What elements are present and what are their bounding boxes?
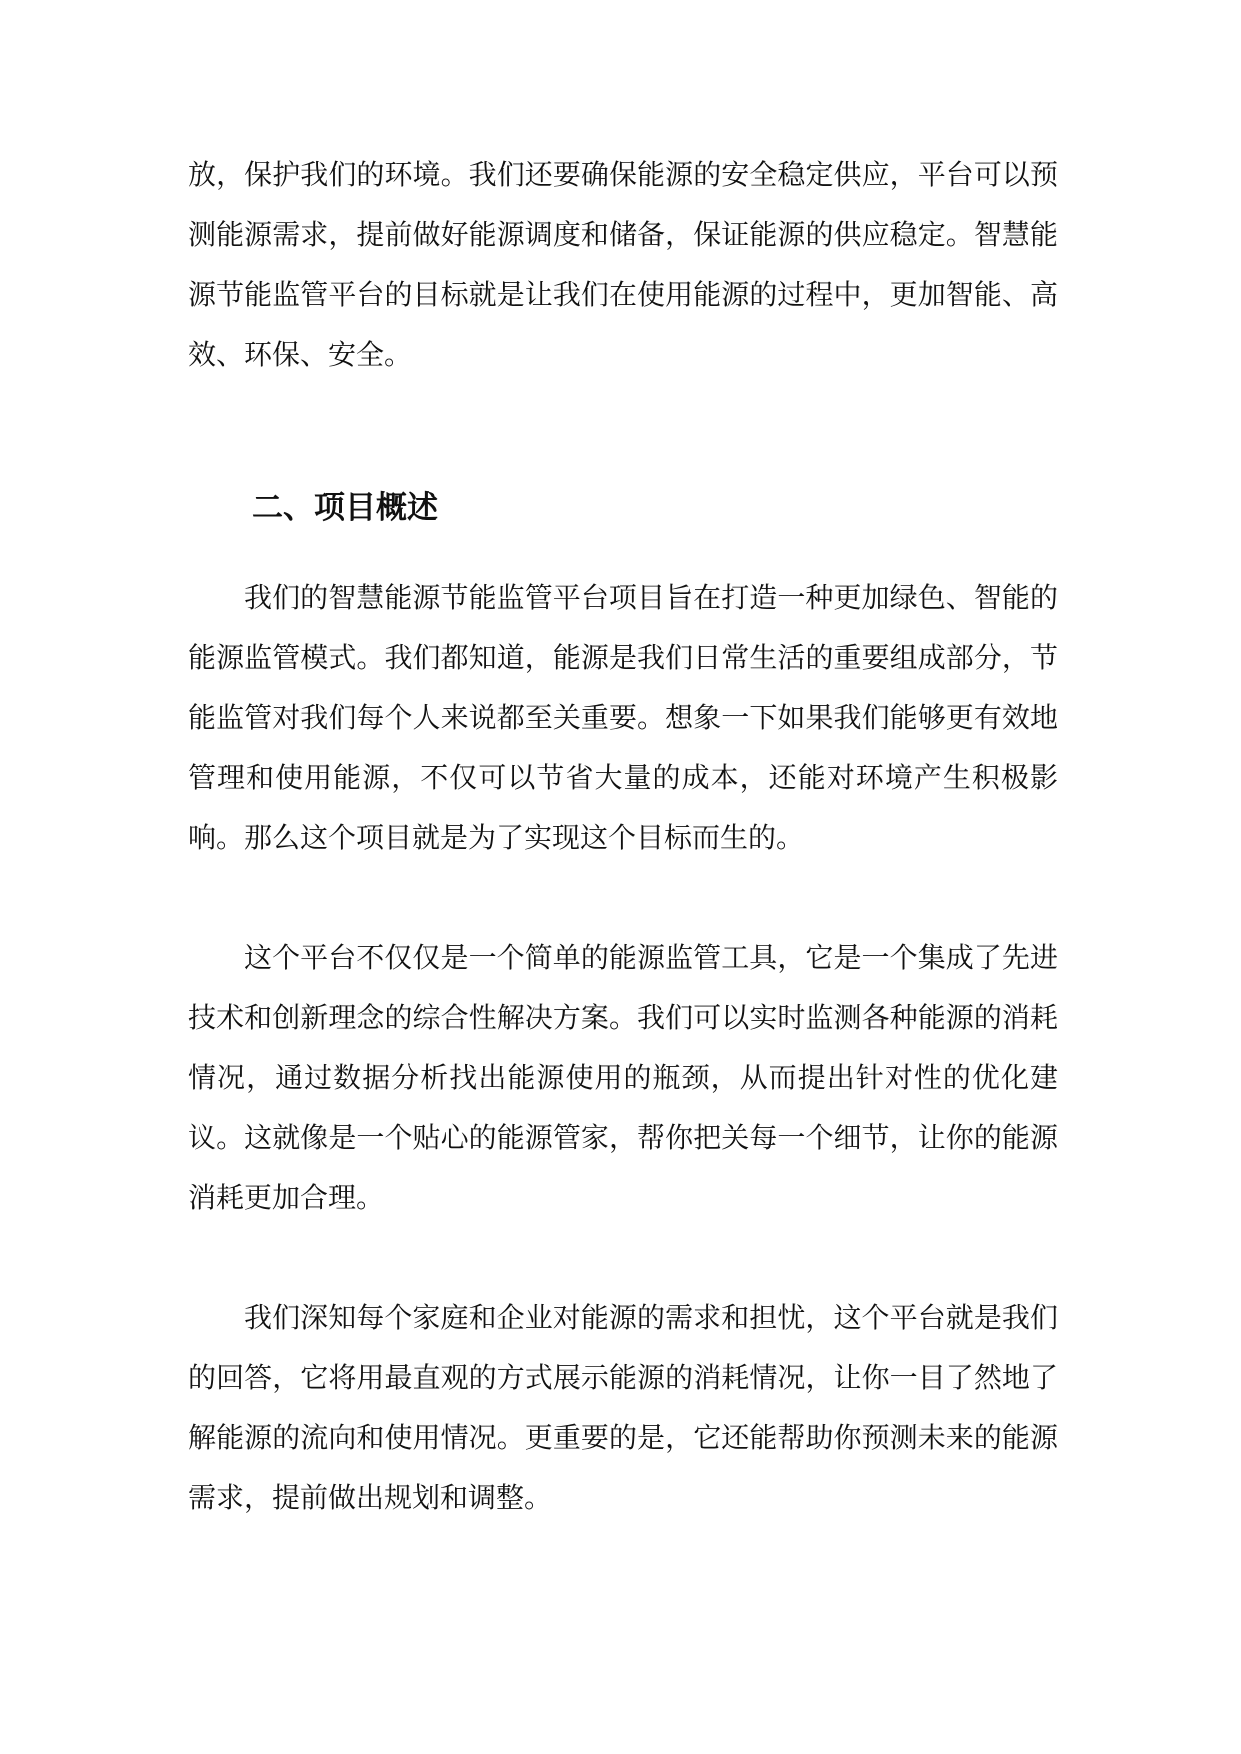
body-paragraph: 我们的智慧能源节能监管平台项目旨在打造一种更加绿色、智能的能源监管模式。我们都知道，能源是我们日常生活的重要组成部分，节能监管对我们每个人来说都至关重要。想象一下如果我们能够更有效地管理和使用能源，不仅可以节省大量的成本，还能对环境产生积极影响。那么这个项目就是为了实现这个目标而生的。 — [188, 581, 1058, 854]
body-paragraph: 这个平台不仅仅是一个简单的能源监管工具，它是一个集成了先进技术和创新理念的综合性解决方案。我们可以实时监测各种能源的消耗情况，通过数据分析找出能源使用的瓶颈，从而提出针对性的优化建议。这就像是一个贴心的能源管家，帮你把关每一个细节，让你的能源消耗更加合理。 — [188, 941, 1058, 1214]
body-paragraph: 我们深知每个家庭和企业对能源的需求和担忧，这个平台就是我们的回答，它将用最直观的方式展示能源的消耗情况，让你一目了然地了解能源的流向和使用情况。更重要的是，它还能帮助你预测未来的能源需求，提前做出规划和调整。 — [188, 1301, 1058, 1514]
section-heading: 二、项目概述 — [252, 490, 438, 526]
intro-paragraph: 放，保护我们的环境。我们还要确保能源的安全稳定供应，平台可以预测能源需求，提前做好能源调度和储备，保证能源的供应稳定。智慧能源节能监管平台的目标就是让我们在使用能源的过程中，更加智能、高效、环保、安全。 — [188, 158, 1058, 371]
